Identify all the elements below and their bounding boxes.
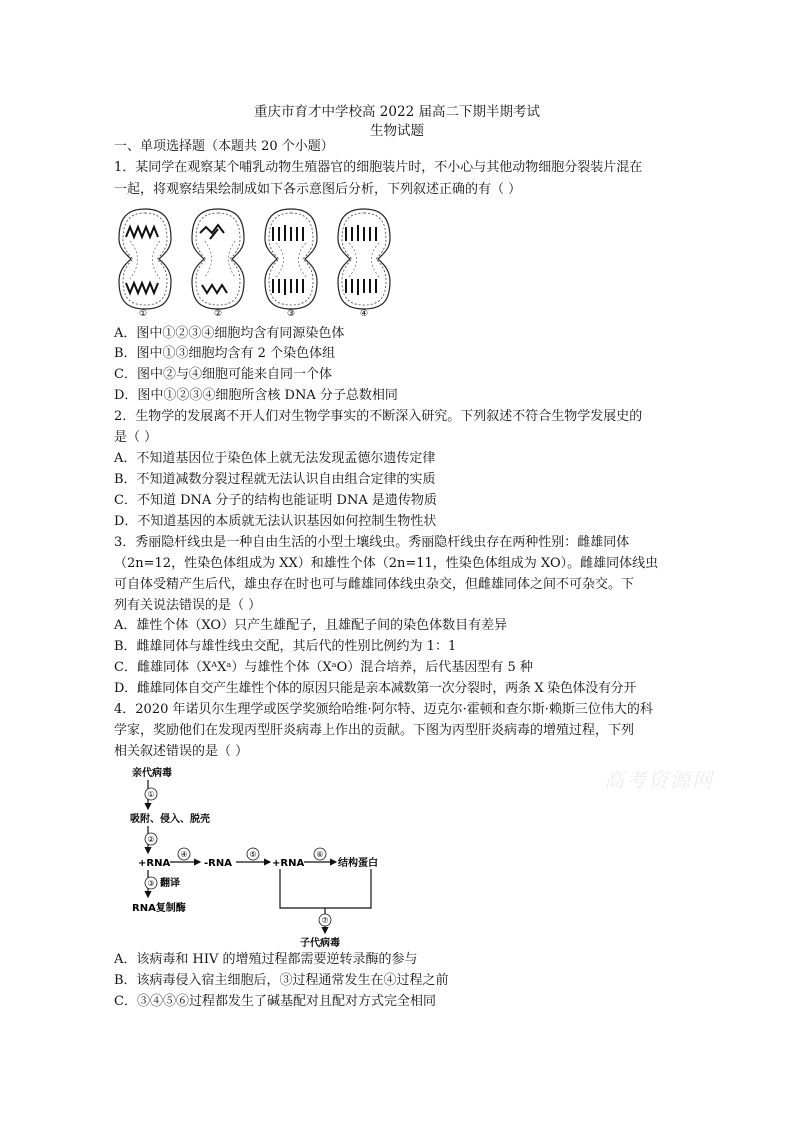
cell-figure-1 xyxy=(119,209,171,309)
q3-option-c: C．雌雄同体（XᴬXᵃ）与雄性个体（XᵃO）混合培养，后代基因型有 5 种 xyxy=(114,660,533,675)
plus-rna-label: +RNA xyxy=(138,858,171,869)
cell-figure-2 xyxy=(192,209,244,309)
q4-option-a: A．该病毒和 HIV 的增殖过程都需要逆转录酶的参与 xyxy=(114,952,418,967)
q2-option-a: A．不知道基因位于染色体上就无法发现孟德尔遗传定律 xyxy=(114,451,436,466)
q4-virus-diagram xyxy=(128,763,388,953)
q2-stem-line2: 是（ ） xyxy=(114,430,158,445)
plus-rna-label-2: +RNA xyxy=(272,858,305,869)
q3-stem-line3: 可自体受精产生后代，雄虫存在时也可与雌雄同体线虫杂交，但雌雄同体之间不可杂交。下 xyxy=(114,577,635,592)
q1-option-a: A．图中①②③④细胞均含有同源染色体 xyxy=(114,326,345,341)
q3-option-d: D．雌雄同体自交产生雄性个体的原因只能是亲本减数第一次分裂时，两条 X 染色体没有分开 xyxy=(114,681,637,696)
step4-marker: ④ xyxy=(180,850,188,859)
q1-stem-line1: 1．某同学在观察某个哺乳动物生殖器官的细胞装片时，不小心与其他动物细胞分裂装片混在 xyxy=(114,160,643,175)
cell-figure-4 xyxy=(338,209,390,309)
step3-marker: ③ xyxy=(147,879,155,888)
step1-marker: ① xyxy=(147,790,155,799)
q4-option-b: B．该病毒侵入宿主细胞后，③过程通常发生在④过程之前 xyxy=(114,973,449,988)
minus-rna-label: -RNA xyxy=(204,858,232,869)
step2-marker: ② xyxy=(147,835,155,844)
q2-option-c: C．不知道 DNA 分子的结构也能证明 DNA 是遗传物质 xyxy=(114,493,437,508)
exam-title: 重庆市育才中学校高 2022 届高二下期半期考试 xyxy=(254,104,540,120)
q3-option-b: B．雌雄同体与雄性线虫交配，其后代的性别比例约为 1：1 xyxy=(114,639,457,654)
q4-stem-line3: 相关叙述错误的是（ ） xyxy=(114,744,249,759)
subject-title: 生物试题 xyxy=(370,123,424,139)
q4-stem-line1: 4．2020 年诺贝尔生理学或医学奖颁给哈维·阿尔特、迈克尔·霍顿和查尔斯·赖斯三位伟大的科 xyxy=(114,702,653,717)
fig-label-3: ③ xyxy=(286,309,296,317)
q1-cell-division-figure xyxy=(110,205,410,317)
q1-option-d: D．图中①②③④细胞所含核 DNA 分子总数相同 xyxy=(114,388,398,403)
fig-label-4: ④ xyxy=(359,309,369,317)
cell-figure-3 xyxy=(265,209,317,309)
q4-stem-line2: 学家，奖励他们在发现丙型肝炎病毒上作出的贡献。下图为丙型肝炎病毒的增殖过程，下列 xyxy=(114,723,635,738)
parent-virus-label: 亲代病毒 xyxy=(132,768,172,779)
q1-option-b: B．图中①③细胞均含有 2 个染色体组 xyxy=(114,346,336,361)
q3-option-a: A．雄性个体（XO）只产生雄配子，且雄配子间的染色体数目有差异 xyxy=(114,618,508,633)
q1-option-c: C．图中②与④细胞可能来自同一个体 xyxy=(114,367,332,382)
q1-stem-line2: 一起，将观察结果绘制成如下各示意图后分析，下列叙述正确的有（ ） xyxy=(114,182,522,197)
translation-label: 翻译 xyxy=(160,878,180,889)
q2-stem-line1: 2．生物学的发展离不开人们对生物学事实的不断深入研究。下列叙述不符合生物学发展史的 xyxy=(114,409,643,424)
step5-marker: ⑤ xyxy=(249,850,257,859)
structural-protein-label: 结构蛋白 xyxy=(338,858,378,869)
q2-option-b: B．不知道减数分裂过程就无法认识自由组合定律的实质 xyxy=(114,472,436,487)
q2-option-d: D．不知道基因的本质就无法认识基因如何控制生物性状 xyxy=(114,514,437,529)
fig-label-1: ① xyxy=(138,309,148,317)
fig-label-2: ② xyxy=(213,309,223,317)
child-virus-label: 子代病毒 xyxy=(300,938,340,949)
step7-marker: ⑦ xyxy=(321,916,329,925)
entry-steps-label: 吸附、侵入、脱壳 xyxy=(130,814,210,825)
step6-marker: ⑥ xyxy=(316,850,324,859)
rna-replicase-label: RNA复制酶 xyxy=(132,903,186,914)
q3-stem-line2: （2n=12，性染色体组成为 XX）和雄性个体（2n=11，性染色体组成为 XO）。雌雄同体线虫 xyxy=(114,556,659,571)
q3-stem-line1: 3．秀丽隐杆线虫是一种自由生活的小型土壤线虫。秀丽隐杆线虫存在两种性别：雌雄同体 xyxy=(114,535,630,550)
section-heading: 一、单项选择题（本题共 20 个小题） xyxy=(114,139,334,154)
watermark: 高考资源网 xyxy=(604,768,714,792)
q3-stem-line4: 列有关说法错误的是（ ） xyxy=(114,598,262,613)
q4-option-c: C．③④⑤⑥过程都发生了碱基配对且配对方式完全相同 xyxy=(114,994,436,1009)
